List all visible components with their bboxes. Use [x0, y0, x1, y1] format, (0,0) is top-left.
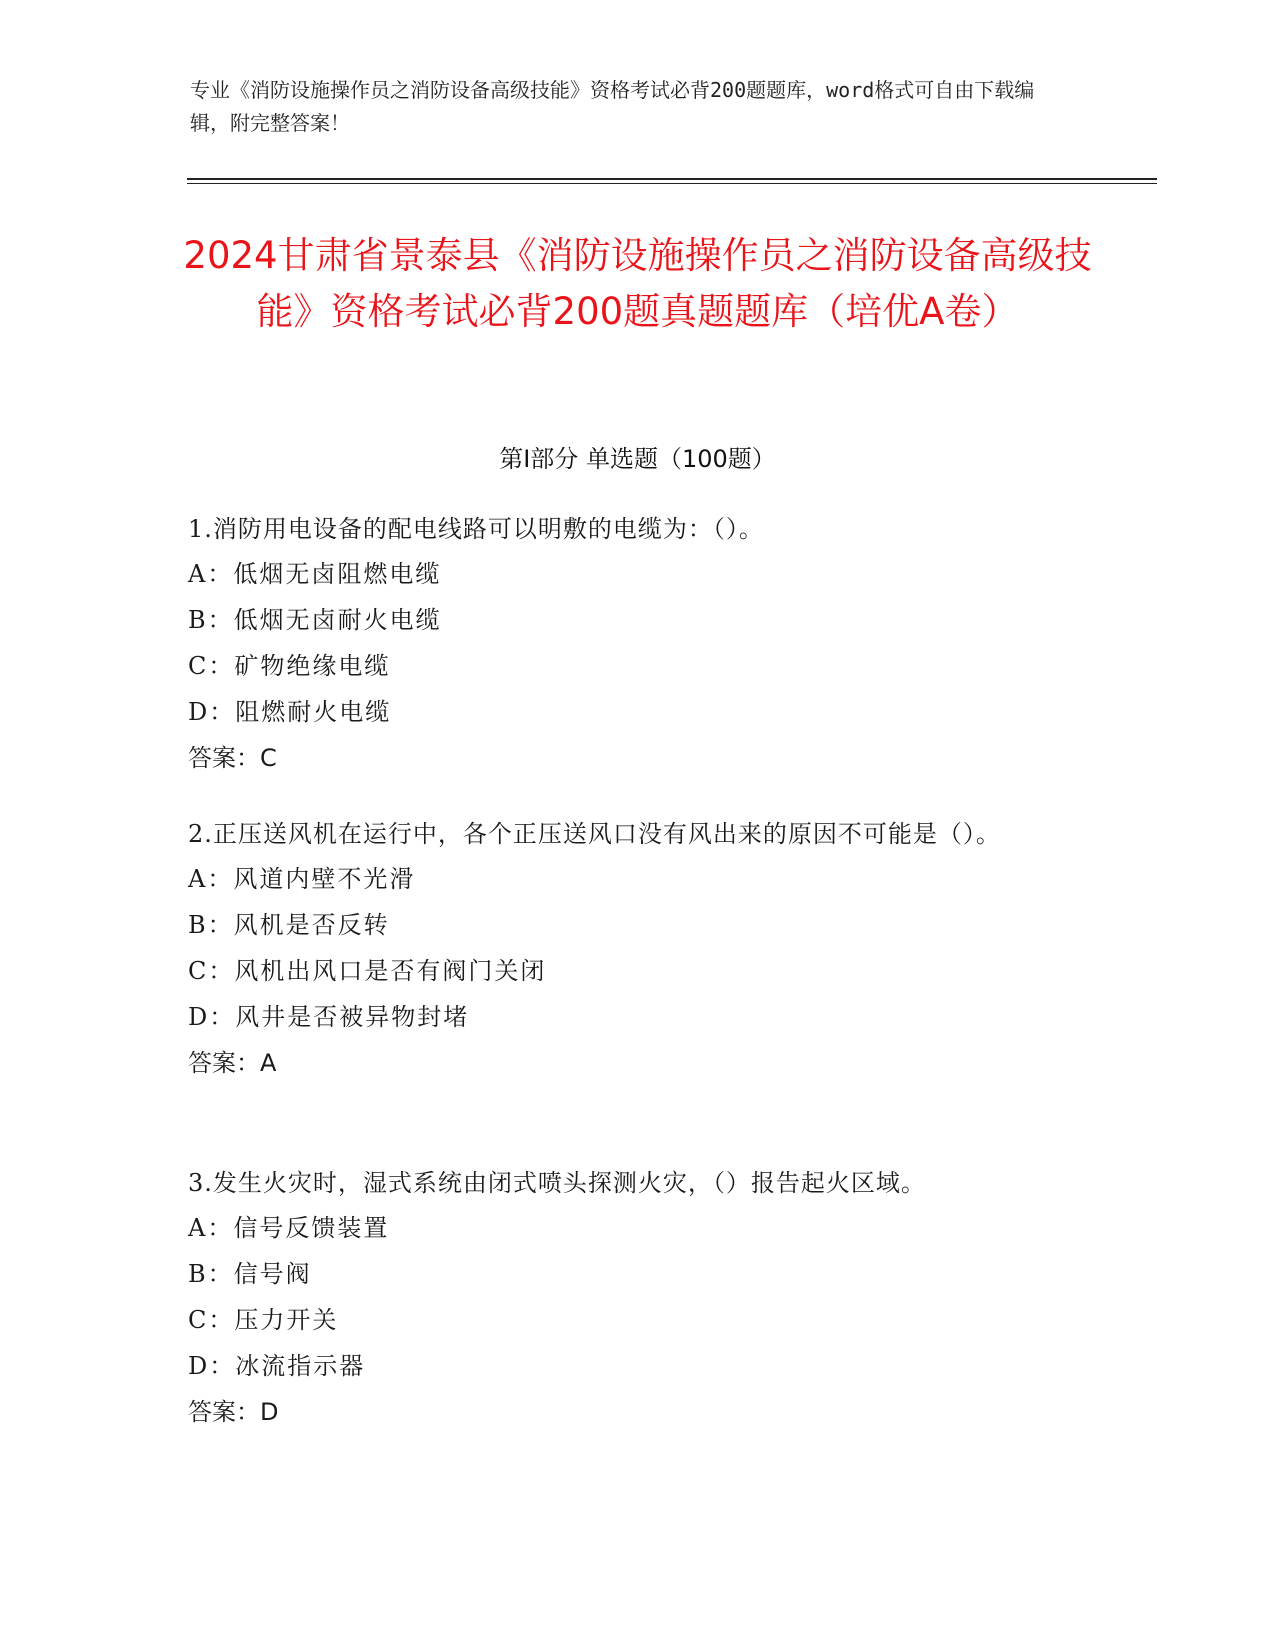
answer: 答案：A [188, 1049, 277, 1077]
option-a: A：低烟无卤阻燃电缆 [188, 560, 442, 588]
option-d: D：阻燃耐火电缆 [188, 698, 392, 726]
option-b: B：信号阀 [188, 1260, 312, 1288]
header-note: 专业《消防设施操作员之消防设备高级技能》资格考试必背200题题库，word格式可自由下载编辑，附完整答案！ [190, 78, 1035, 135]
question-stem: 1.消防用电设备的配电线路可以明敷的电缆为：（）。 [188, 515, 764, 543]
question-3 [188, 1161, 1068, 1435]
option-a: A：信号反馈装置 [188, 1214, 390, 1242]
option-d: D：风井是否被异物封堵 [188, 1003, 470, 1031]
option-b: B：低烟无卤耐火电缆 [188, 606, 442, 634]
question-2 [188, 812, 1068, 1086]
question-1 [188, 507, 1068, 781]
option-c: C：矿物绝缘电缆 [188, 652, 391, 680]
answer: 答案：C [188, 744, 277, 772]
question-stem: 2.正压送风机在运行中，各个正压送风口没有风出来的原因不可能是（）。 [188, 820, 1001, 848]
question-stem: 3.发生火灾时，湿式系统由闭式喷头探测火灾，（）报告起火区域。 [188, 1169, 926, 1197]
option-b: B：风机是否反转 [188, 911, 390, 939]
document-title: 2024甘肃省景泰县《消防设施操作员之消防设备高级技能》资格考试必背200题真题题库（培优A卷） [183, 234, 1092, 333]
option-c: C：压力开关 [188, 1306, 339, 1334]
option-c: C：风机出风口是否有阀门关闭 [188, 957, 547, 985]
option-d: D：冰流指示器 [188, 1352, 366, 1380]
answer: 答案：D [188, 1398, 279, 1426]
header-divider-thin [187, 183, 1157, 184]
option-a: A：风道内壁不光滑 [188, 865, 416, 893]
section-title: 第Ⅰ部分 单选题（100题） [499, 445, 776, 473]
header-divider-thick [187, 178, 1157, 180]
